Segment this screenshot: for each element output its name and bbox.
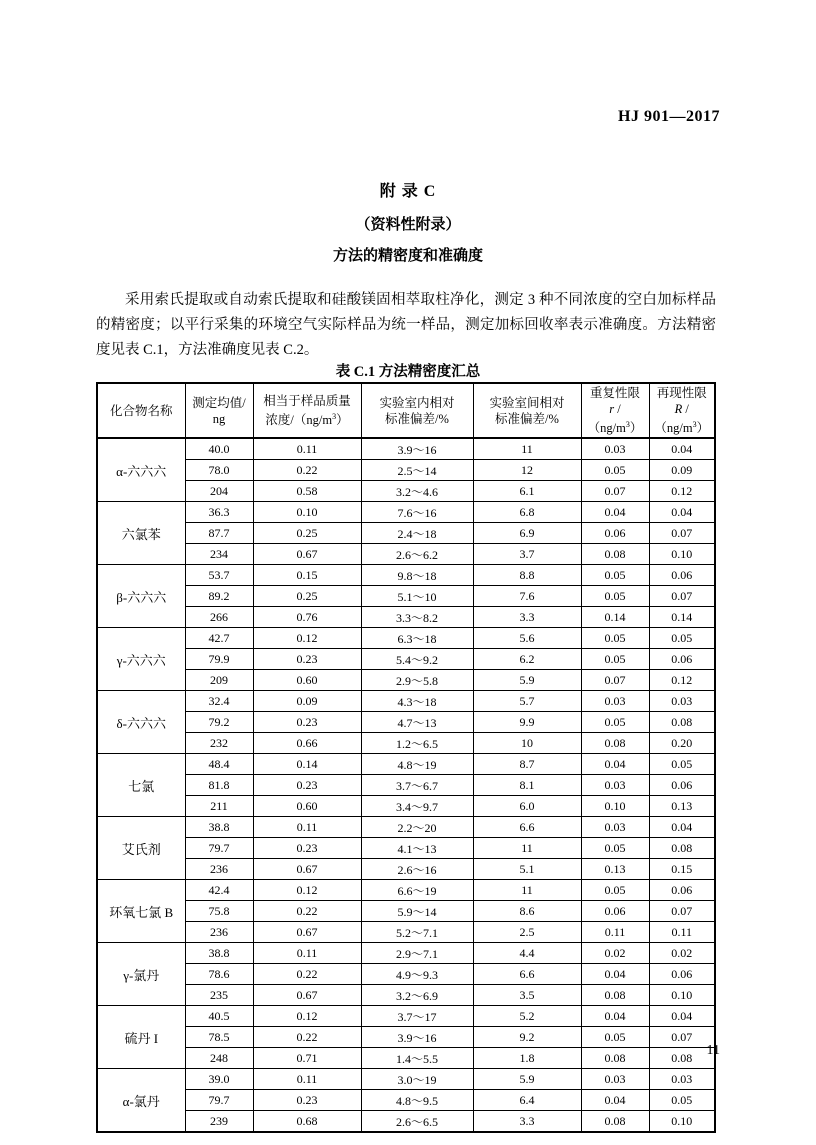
col-header-intra-lab-rsd: 实验室内相对 标准偏差/% xyxy=(361,383,473,438)
table-row xyxy=(97,565,715,586)
cell-compound-name: β-六六六 xyxy=(97,565,185,628)
cell-measured-mean: 236 xyxy=(185,922,253,943)
cell-inter-lab-rsd: 6.6 xyxy=(473,817,581,838)
cell-repeatability-limit: 0.05 xyxy=(581,712,649,733)
cell-intra-lab-rsd: 3.7～6.7 xyxy=(361,775,473,796)
precision-table xyxy=(96,382,716,1133)
cell-equivalent-concentration: 0.22 xyxy=(253,460,361,481)
appendix-title-block xyxy=(0,178,816,265)
cell-measured-mean: 78.6 xyxy=(185,964,253,985)
cell-intra-lab-rsd: 3.3～8.2 xyxy=(361,607,473,628)
cell-equivalent-concentration: 0.14 xyxy=(253,754,361,775)
cell-repeatability-limit: 0.03 xyxy=(581,775,649,796)
table-row xyxy=(97,523,715,544)
cell-repeatability-limit: 0.08 xyxy=(581,1048,649,1069)
cell-measured-mean: 75.8 xyxy=(185,901,253,922)
cell-repeatability-limit: 0.04 xyxy=(581,1006,649,1027)
cell-measured-mean: 48.4 xyxy=(185,754,253,775)
cell-measured-mean: 209 xyxy=(185,670,253,691)
cell-intra-lab-rsd: 2.6～6.5 xyxy=(361,1111,473,1133)
cell-inter-lab-rsd: 3.7 xyxy=(473,544,581,565)
table-row xyxy=(97,754,715,775)
cell-inter-lab-rsd: 8.6 xyxy=(473,901,581,922)
cell-repeatability-limit: 0.05 xyxy=(581,880,649,901)
cell-measured-mean: 78.0 xyxy=(185,460,253,481)
cell-inter-lab-rsd: 3.5 xyxy=(473,985,581,1006)
cell-equivalent-concentration: 0.23 xyxy=(253,1090,361,1111)
cell-intra-lab-rsd: 4.8～9.5 xyxy=(361,1090,473,1111)
cell-repeatability-limit: 0.11 xyxy=(581,922,649,943)
cell-reproducibility-limit: 0.04 xyxy=(649,817,715,838)
cell-equivalent-concentration: 0.22 xyxy=(253,901,361,922)
cell-intra-lab-rsd: 9.8～18 xyxy=(361,565,473,586)
cell-compound-name: 艾氏剂 xyxy=(97,817,185,880)
cell-measured-mean: 42.7 xyxy=(185,628,253,649)
cell-repeatability-limit: 0.13 xyxy=(581,859,649,880)
cell-inter-lab-rsd: 2.5 xyxy=(473,922,581,943)
cell-reproducibility-limit: 0.04 xyxy=(649,502,715,523)
cell-reproducibility-limit: 0.05 xyxy=(649,628,715,649)
cell-intra-lab-rsd: 4.3～18 xyxy=(361,691,473,712)
cell-reproducibility-limit: 0.05 xyxy=(649,1090,715,1111)
cell-repeatability-limit: 0.08 xyxy=(581,985,649,1006)
cell-intra-lab-rsd: 7.6～16 xyxy=(361,502,473,523)
cell-intra-lab-rsd: 2.5～14 xyxy=(361,460,473,481)
cell-reproducibility-limit: 0.06 xyxy=(649,649,715,670)
precision-table-body xyxy=(97,438,715,1132)
table-row xyxy=(97,880,715,901)
cell-equivalent-concentration: 0.11 xyxy=(253,817,361,838)
table-row xyxy=(97,1111,715,1133)
cell-reproducibility-limit: 0.05 xyxy=(649,754,715,775)
cell-reproducibility-limit: 0.14 xyxy=(649,607,715,628)
cell-repeatability-limit: 0.08 xyxy=(581,733,649,754)
cell-inter-lab-rsd: 11 xyxy=(473,438,581,460)
cell-compound-name: 硫丹 I xyxy=(97,1006,185,1069)
cell-intra-lab-rsd: 3.4～9.7 xyxy=(361,796,473,817)
cell-equivalent-concentration: 0.23 xyxy=(253,775,361,796)
cell-measured-mean: 232 xyxy=(185,733,253,754)
cell-inter-lab-rsd: 3.3 xyxy=(473,607,581,628)
cell-compound-name: 环氧七氯 B xyxy=(97,880,185,943)
cell-reproducibility-limit: 0.04 xyxy=(649,438,715,460)
cell-compound-name: 六氯苯 xyxy=(97,502,185,565)
cell-inter-lab-rsd: 6.4 xyxy=(473,1090,581,1111)
table-row xyxy=(97,817,715,838)
cell-repeatability-limit: 0.04 xyxy=(581,1090,649,1111)
cell-measured-mean: 40.5 xyxy=(185,1006,253,1027)
cell-equivalent-concentration: 0.23 xyxy=(253,838,361,859)
table-row xyxy=(97,796,715,817)
cell-measured-mean: 211 xyxy=(185,796,253,817)
cell-equivalent-concentration: 0.11 xyxy=(253,438,361,460)
cell-inter-lab-rsd: 5.1 xyxy=(473,859,581,880)
cell-intra-lab-rsd: 3.9～16 xyxy=(361,438,473,460)
cell-inter-lab-rsd: 6.6 xyxy=(473,964,581,985)
cell-measured-mean: 236 xyxy=(185,859,253,880)
intro-paragraph: 采用索氏提取或自动索氏提取和硅酸镁固相萃取柱净化，测定 3 种不同浓度的空白加标样品的精密度；以平行采集的环境空气实际样品为统一样品，测定加标回收率表示准确度。方法精密度见表 C.1，方法准确度见表 C.2。 xyxy=(96,292,716,358)
table-row xyxy=(97,775,715,796)
cell-inter-lab-rsd: 8.8 xyxy=(473,565,581,586)
cell-reproducibility-limit: 0.02 xyxy=(649,943,715,964)
cell-repeatability-limit: 0.06 xyxy=(581,523,649,544)
col-header-reproducibility-limit: 再现性限 R $/(ng/m^3)$ xyxy=(649,383,715,438)
cell-equivalent-concentration: 0.12 xyxy=(253,880,361,901)
cell-equivalent-concentration: 0.12 xyxy=(253,1006,361,1027)
cell-equivalent-concentration: 0.09 xyxy=(253,691,361,712)
cell-equivalent-concentration: 0.67 xyxy=(253,544,361,565)
cell-measured-mean: 81.8 xyxy=(185,775,253,796)
cell-measured-mean: 79.7 xyxy=(185,1090,253,1111)
cell-equivalent-concentration: 0.25 xyxy=(253,523,361,544)
table-row xyxy=(97,544,715,565)
cell-equivalent-concentration: 0.67 xyxy=(253,985,361,1006)
cell-inter-lab-rsd: 8.1 xyxy=(473,775,581,796)
cell-repeatability-limit: 0.08 xyxy=(581,1111,649,1133)
table-row xyxy=(97,460,715,481)
cell-intra-lab-rsd: 3.2～6.9 xyxy=(361,985,473,1006)
cell-repeatability-limit: 0.03 xyxy=(581,438,649,460)
cell-intra-lab-rsd: 2.6～16 xyxy=(361,859,473,880)
cell-inter-lab-rsd: 6.1 xyxy=(473,481,581,502)
table-row xyxy=(97,1048,715,1069)
cell-intra-lab-rsd: 6.6～19 xyxy=(361,880,473,901)
table-row xyxy=(97,838,715,859)
cell-measured-mean: 79.2 xyxy=(185,712,253,733)
cell-reproducibility-limit: 0.08 xyxy=(649,1048,715,1069)
cell-reproducibility-limit: 0.07 xyxy=(649,586,715,607)
col-header-measured-mean: 测定均值/ ng xyxy=(185,383,253,438)
cell-equivalent-concentration: 0.25 xyxy=(253,586,361,607)
cell-intra-lab-rsd: 3.9～16 xyxy=(361,1027,473,1048)
appendix-name: 方法的精密度和准确度 xyxy=(332,248,483,264)
cell-inter-lab-rsd: 3.3 xyxy=(473,1111,581,1133)
cell-repeatability-limit: 0.05 xyxy=(581,1027,649,1048)
table-row xyxy=(97,607,715,628)
cell-intra-lab-rsd: 5.9～14 xyxy=(361,901,473,922)
table-row xyxy=(97,943,715,964)
cell-inter-lab-rsd: 6.9 xyxy=(473,523,581,544)
cell-inter-lab-rsd: 6.8 xyxy=(473,502,581,523)
cell-measured-mean: 266 xyxy=(185,607,253,628)
cell-equivalent-concentration: 0.11 xyxy=(253,943,361,964)
table-row xyxy=(97,733,715,754)
cell-measured-mean: 235 xyxy=(185,985,253,1006)
cell-repeatability-limit: 0.04 xyxy=(581,964,649,985)
table-row xyxy=(97,922,715,943)
cell-reproducibility-limit: 0.07 xyxy=(649,901,715,922)
cell-inter-lab-rsd: 11 xyxy=(473,880,581,901)
table-row xyxy=(97,691,715,712)
cell-repeatability-limit: 0.08 xyxy=(581,544,649,565)
cell-inter-lab-rsd: 4.4 xyxy=(473,943,581,964)
table-row xyxy=(97,628,715,649)
cell-reproducibility-limit: 0.06 xyxy=(649,775,715,796)
cell-reproducibility-limit: 0.13 xyxy=(649,796,715,817)
cell-repeatability-limit: 0.05 xyxy=(581,628,649,649)
cell-equivalent-concentration: 0.22 xyxy=(253,1027,361,1048)
cell-equivalent-concentration: 0.11 xyxy=(253,1069,361,1090)
cell-inter-lab-rsd: 11 xyxy=(473,838,581,859)
cell-measured-mean: 53.7 xyxy=(185,565,253,586)
running-header-standard-code: HJ 901—2017 xyxy=(618,108,720,125)
cell-intra-lab-rsd: 3.7～17 xyxy=(361,1006,473,1027)
cell-repeatability-limit: 0.14 xyxy=(581,607,649,628)
cell-measured-mean: 234 xyxy=(185,544,253,565)
table-row xyxy=(97,586,715,607)
cell-equivalent-concentration: 0.23 xyxy=(253,649,361,670)
cell-intra-lab-rsd: 5.4～9.2 xyxy=(361,649,473,670)
cell-inter-lab-rsd: 8.7 xyxy=(473,754,581,775)
cell-repeatability-limit: 0.04 xyxy=(581,502,649,523)
cell-inter-lab-rsd: 9.9 xyxy=(473,712,581,733)
cell-measured-mean: 239 xyxy=(185,1111,253,1133)
cell-inter-lab-rsd: 10 xyxy=(473,733,581,754)
table-row xyxy=(97,1006,715,1027)
cell-intra-lab-rsd: 2.9～5.8 xyxy=(361,670,473,691)
cell-measured-mean: 32.4 xyxy=(185,691,253,712)
cell-repeatability-limit: 0.06 xyxy=(581,901,649,922)
cell-compound-name: α-氯丹 xyxy=(97,1069,185,1133)
cell-intra-lab-rsd: 4.7～13 xyxy=(361,712,473,733)
cell-reproducibility-limit: 0.06 xyxy=(649,880,715,901)
table-row xyxy=(97,649,715,670)
cell-repeatability-limit: 0.10 xyxy=(581,796,649,817)
cell-measured-mean: 36.3 xyxy=(185,502,253,523)
cell-equivalent-concentration: 0.60 xyxy=(253,670,361,691)
cell-reproducibility-limit: 0.08 xyxy=(649,838,715,859)
cell-reproducibility-limit: 0.10 xyxy=(649,544,715,565)
cell-reproducibility-limit: 0.06 xyxy=(649,565,715,586)
cell-equivalent-concentration: 0.15 xyxy=(253,565,361,586)
cell-intra-lab-rsd: 6.3～18 xyxy=(361,628,473,649)
cell-repeatability-limit: 0.05 xyxy=(581,838,649,859)
cell-intra-lab-rsd: 5.2～7.1 xyxy=(361,922,473,943)
table-row xyxy=(97,1090,715,1111)
cell-measured-mean: 38.8 xyxy=(185,817,253,838)
cell-reproducibility-limit: 0.10 xyxy=(649,1111,715,1133)
cell-inter-lab-rsd: 5.9 xyxy=(473,1069,581,1090)
cell-reproducibility-limit: 0.12 xyxy=(649,481,715,502)
cell-equivalent-concentration: 0.58 xyxy=(253,481,361,502)
cell-reproducibility-limit: 0.09 xyxy=(649,460,715,481)
col-header-inter-lab-rsd: 实验室间相对 标准偏差/% xyxy=(473,383,581,438)
cell-equivalent-concentration: 0.66 xyxy=(253,733,361,754)
cell-measured-mean: 39.0 xyxy=(185,1069,253,1090)
cell-intra-lab-rsd: 1.2～6.5 xyxy=(361,733,473,754)
cell-equivalent-concentration: 0.67 xyxy=(253,859,361,880)
precision-table-wrapper xyxy=(96,382,714,1133)
col-header-equivalent-concentration: 相当于样品质量 浓度$/(ng/m^3)$ xyxy=(253,383,361,438)
table-row xyxy=(97,1027,715,1048)
cell-reproducibility-limit: 0.15 xyxy=(649,859,715,880)
cell-reproducibility-limit: 0.03 xyxy=(649,691,715,712)
cell-repeatability-limit: 0.05 xyxy=(581,460,649,481)
cell-compound-name: δ-六六六 xyxy=(97,691,185,754)
cell-measured-mean: 79.7 xyxy=(185,838,253,859)
cell-intra-lab-rsd: 2.9～7.1 xyxy=(361,943,473,964)
cell-compound-name: 七氯 xyxy=(97,754,185,817)
cell-equivalent-concentration: 0.22 xyxy=(253,964,361,985)
table-row xyxy=(97,481,715,502)
appendix-type: （资料性附录） xyxy=(355,217,461,233)
cell-equivalent-concentration: 0.60 xyxy=(253,796,361,817)
cell-repeatability-limit: 0.05 xyxy=(581,565,649,586)
cell-repeatability-limit: 0.07 xyxy=(581,481,649,502)
col-header-repeatability-limit: 重复性限 r $/(ng/m^3)$ xyxy=(581,383,649,438)
cell-reproducibility-limit: 0.06 xyxy=(649,964,715,985)
cell-equivalent-concentration: 0.71 xyxy=(253,1048,361,1069)
cell-intra-lab-rsd: 2.2～20 xyxy=(361,817,473,838)
table-row xyxy=(97,964,715,985)
cell-repeatability-limit: 0.07 xyxy=(581,670,649,691)
cell-intra-lab-rsd: 5.1～10 xyxy=(361,586,473,607)
col-header-compound-name: 化合物名称 xyxy=(97,383,185,438)
cell-measured-mean: 79.9 xyxy=(185,649,253,670)
cell-reproducibility-limit: 0.03 xyxy=(649,1069,715,1090)
table-row xyxy=(97,1069,715,1090)
table-header-row xyxy=(97,383,715,438)
page-number: 11 xyxy=(706,1043,720,1058)
cell-repeatability-limit: 0.05 xyxy=(581,649,649,670)
cell-inter-lab-rsd: 1.8 xyxy=(473,1048,581,1069)
cell-repeatability-limit: 0.03 xyxy=(581,691,649,712)
cell-equivalent-concentration: 0.68 xyxy=(253,1111,361,1133)
cell-reproducibility-limit: 0.07 xyxy=(649,523,715,544)
cell-inter-lab-rsd: 6.0 xyxy=(473,796,581,817)
cell-inter-lab-rsd: 5.9 xyxy=(473,670,581,691)
cell-inter-lab-rsd: 12 xyxy=(473,460,581,481)
cell-repeatability-limit: 0.05 xyxy=(581,586,649,607)
cell-reproducibility-limit: 0.08 xyxy=(649,712,715,733)
table-row xyxy=(97,985,715,1006)
cell-reproducibility-limit: 0.04 xyxy=(649,1006,715,1027)
cell-intra-lab-rsd: 4.9～9.3 xyxy=(361,964,473,985)
cell-intra-lab-rsd: 3.0～19 xyxy=(361,1069,473,1090)
cell-equivalent-concentration: 0.12 xyxy=(253,628,361,649)
cell-measured-mean: 40.0 xyxy=(185,438,253,460)
cell-compound-name: α-六六六 xyxy=(97,438,185,502)
cell-measured-mean: 204 xyxy=(185,481,253,502)
cell-equivalent-concentration: 0.10 xyxy=(253,502,361,523)
appendix-label: 附 录 C xyxy=(379,183,437,200)
cell-intra-lab-rsd: 4.8～19 xyxy=(361,754,473,775)
table-row xyxy=(97,670,715,691)
cell-measured-mean: 87.7 xyxy=(185,523,253,544)
table-row xyxy=(97,859,715,880)
cell-compound-name: γ-氯丹 xyxy=(97,943,185,1006)
cell-intra-lab-rsd: 2.6～6.2 xyxy=(361,544,473,565)
cell-equivalent-concentration: 0.23 xyxy=(253,712,361,733)
cell-measured-mean: 78.5 xyxy=(185,1027,253,1048)
cell-intra-lab-rsd: 3.2～4.6 xyxy=(361,481,473,502)
cell-reproducibility-limit: 0.20 xyxy=(649,733,715,754)
cell-repeatability-limit: 0.03 xyxy=(581,817,649,838)
table-row xyxy=(97,712,715,733)
cell-measured-mean: 42.4 xyxy=(185,880,253,901)
table-row xyxy=(97,502,715,523)
cell-intra-lab-rsd: 2.4～18 xyxy=(361,523,473,544)
cell-repeatability-limit: 0.03 xyxy=(581,1069,649,1090)
table-row xyxy=(97,901,715,922)
cell-inter-lab-rsd: 5.6 xyxy=(473,628,581,649)
cell-intra-lab-rsd: 4.1～13 xyxy=(361,838,473,859)
cell-equivalent-concentration: 0.67 xyxy=(253,922,361,943)
table-caption: 表 C.1 方法精密度汇总 xyxy=(335,364,481,380)
cell-equivalent-concentration: 0.76 xyxy=(253,607,361,628)
cell-measured-mean: 248 xyxy=(185,1048,253,1069)
cell-reproducibility-limit: 0.12 xyxy=(649,670,715,691)
cell-measured-mean: 89.2 xyxy=(185,586,253,607)
cell-compound-name: γ-六六六 xyxy=(97,628,185,691)
table-row xyxy=(97,438,715,460)
cell-intra-lab-rsd: 1.4～5.5 xyxy=(361,1048,473,1069)
cell-inter-lab-rsd: 7.6 xyxy=(473,586,581,607)
cell-measured-mean: 38.8 xyxy=(185,943,253,964)
cell-inter-lab-rsd: 5.2 xyxy=(473,1006,581,1027)
cell-inter-lab-rsd: 6.2 xyxy=(473,649,581,670)
cell-reproducibility-limit: 0.10 xyxy=(649,985,715,1006)
cell-repeatability-limit: 0.02 xyxy=(581,943,649,964)
cell-repeatability-limit: 0.04 xyxy=(581,754,649,775)
cell-inter-lab-rsd: 9.2 xyxy=(473,1027,581,1048)
cell-reproducibility-limit: 0.11 xyxy=(649,922,715,943)
cell-inter-lab-rsd: 5.7 xyxy=(473,691,581,712)
cell-reproducibility-limit: 0.07 xyxy=(649,1027,715,1048)
